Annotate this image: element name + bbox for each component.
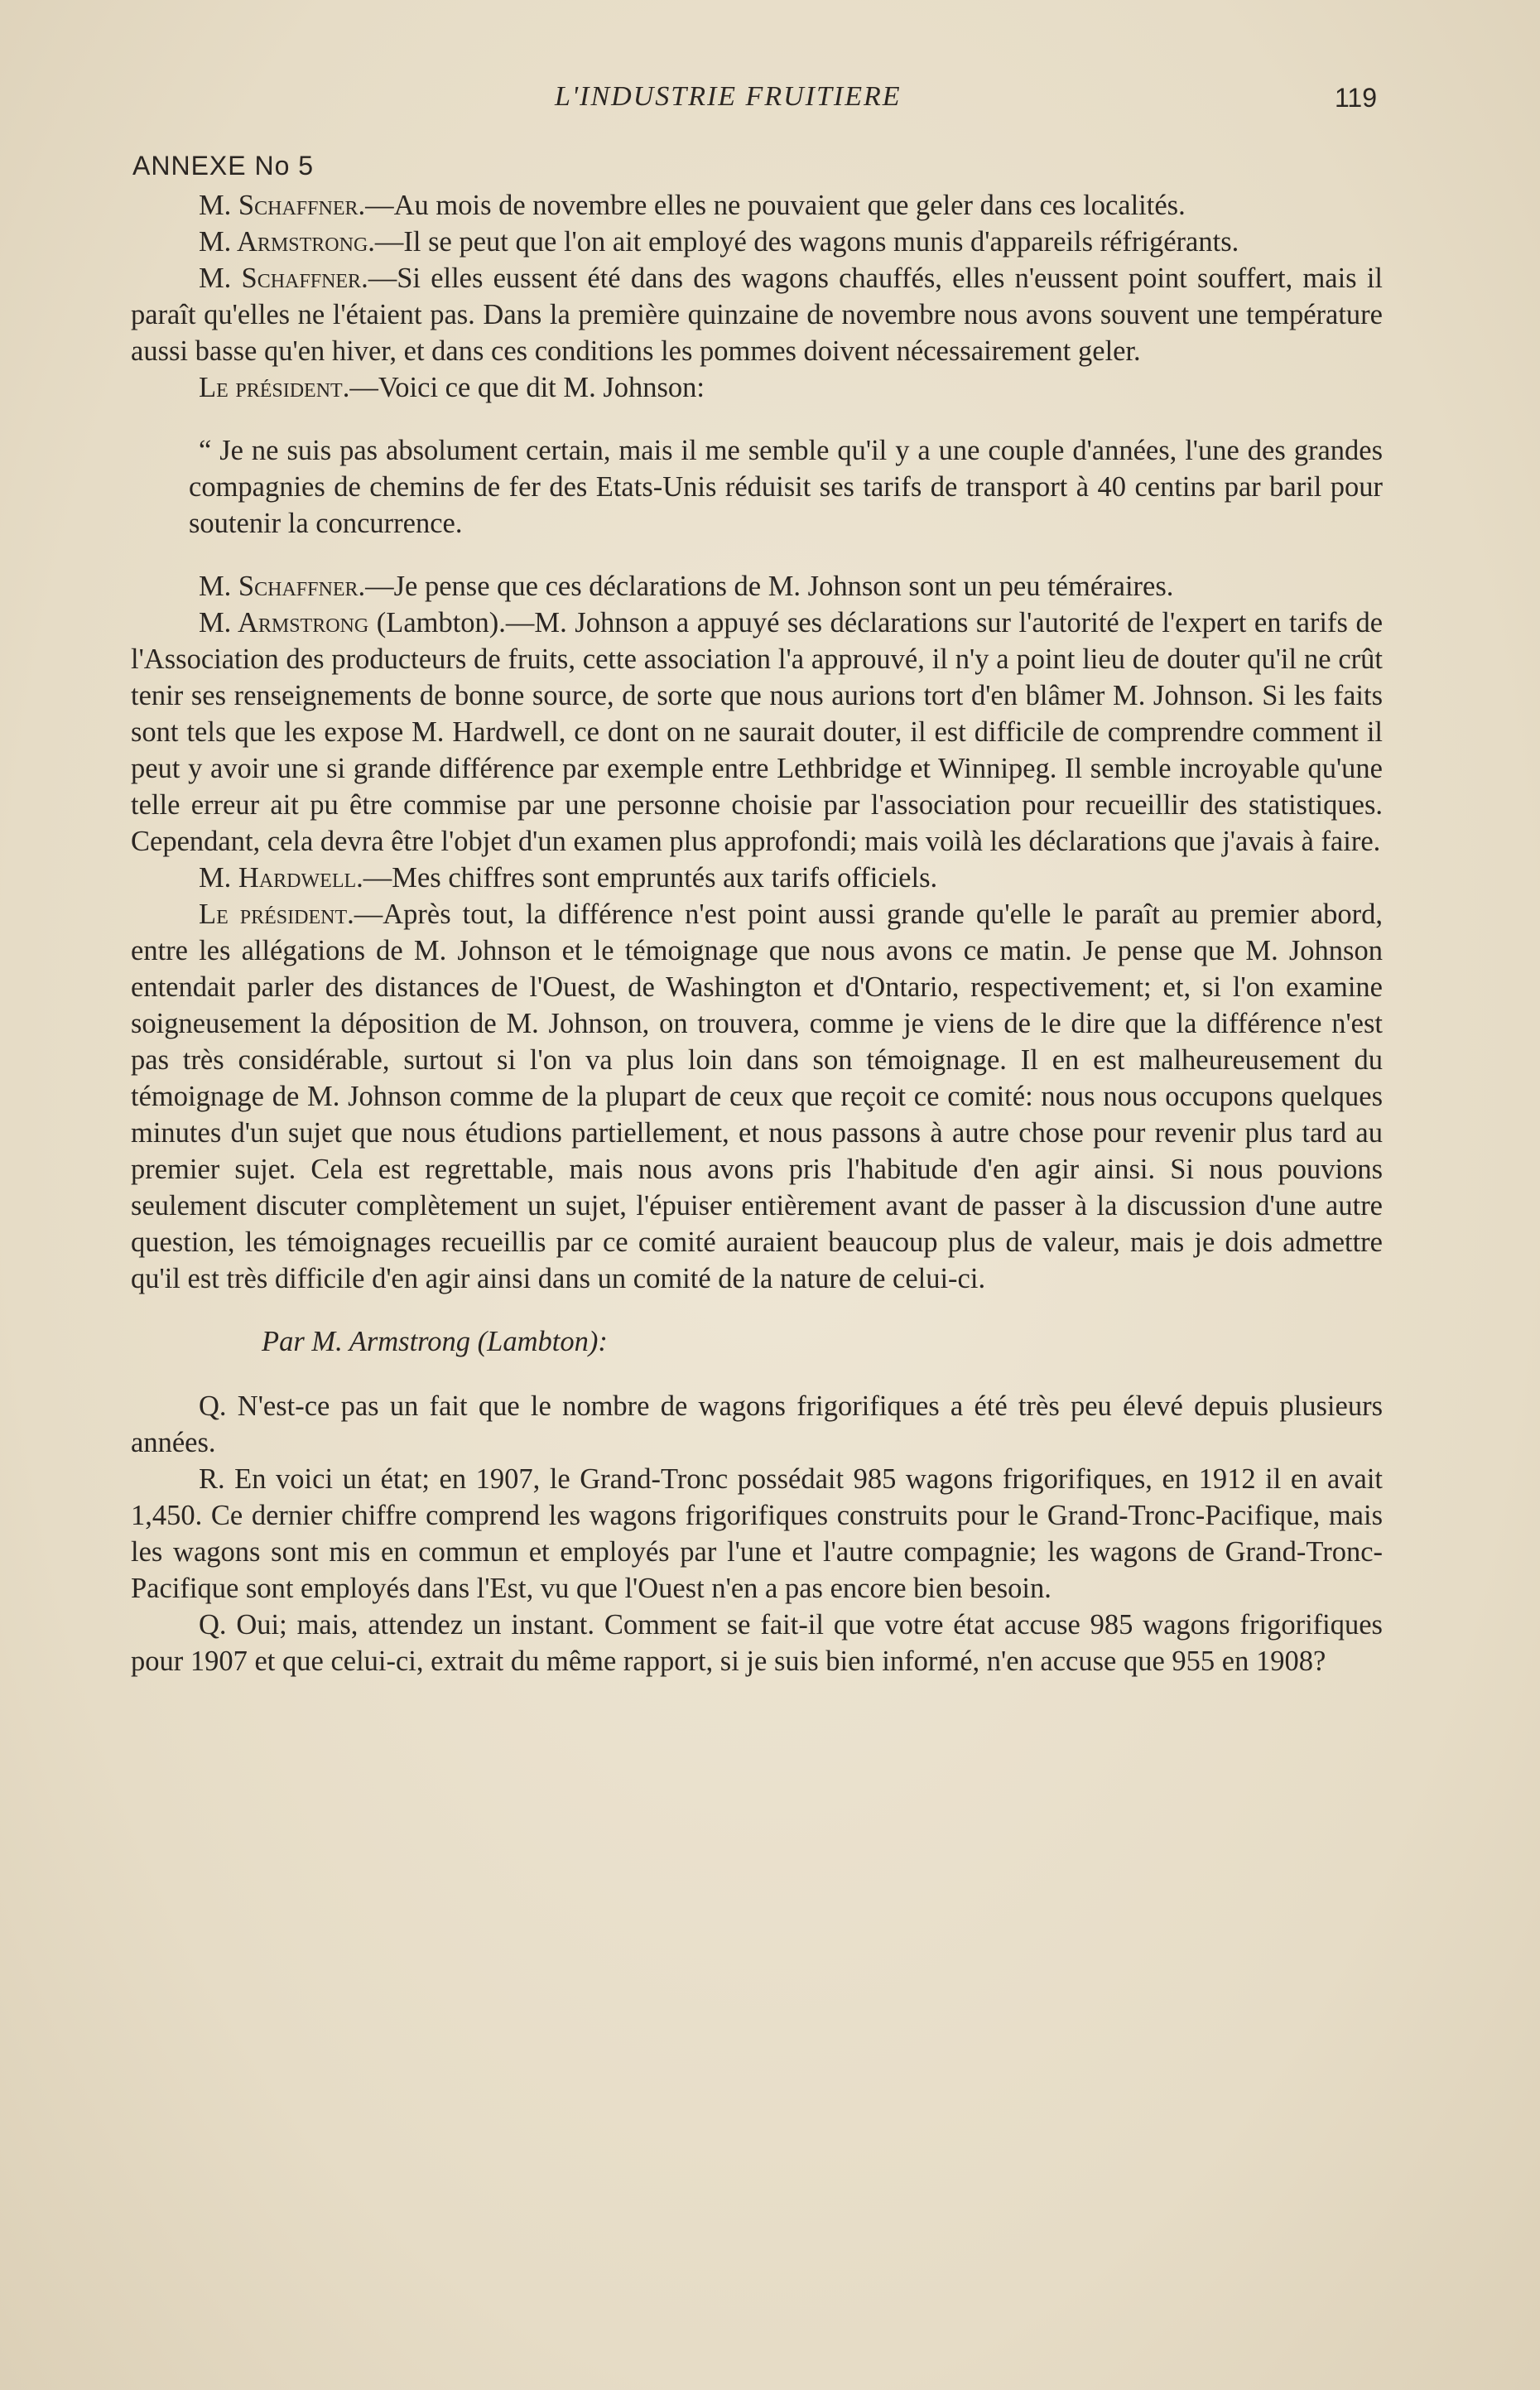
paragraph-text: —Voici ce que dit M. Johnson: [349, 372, 705, 403]
speaker-name: M. Armstrong [199, 607, 369, 638]
quoted-passage [189, 432, 1383, 542]
paragraph-text: —Mes chiffres sont empruntés aux tarifs officiels. [363, 862, 938, 894]
page-number: 119 [1335, 83, 1378, 113]
paragraph [131, 896, 1383, 1297]
paragraph [131, 224, 1383, 260]
speaker-name: Le président. [199, 899, 354, 930]
answer: R. En voici un état; en 1907, le Grand-Tronc possédait 985 wagons frigorifiques, en 1912 il en avait 1,450. Ce dernier chiffre comprend les wagons frigorifiques construits pour le Grand-Tronc-Pacifique, mais les wagons sont mis en commun et employés par l'une et l'autre compagnie; les wagons de Grand-Tronc-Pacifique sont employés dans l'Est, vu que l'Ouest n'en a pas encore bien besoin. [131, 1463, 1383, 1604]
paragraph-text: (Lambton).—M. Johnson a appuyé ses déclarations sur l'autorité de l'expert en tarifs de l'Association des producteurs de fruits, cette association l'a approuvé, il n'y a point lieu de douter qu'il ne crût tenir ses renseignements de bonne source, de sorte que nous aurions tort d'en blâmer M. Johnson. Si les faits sont tels que les expose M. Hardwell, ce dont on ne saurait douter, il est difficile de comprendre comment il peut y avoir une si grande différence par exemple entre Lethbridge et Winnipeg. Il semble incroyable qu'une telle erreur ait pu être commise par une personne choisie par l'association pour recueillir des statistiques. Cependant, cela devra être l'objet d'un examen plus approfondi; mais voilà les déclarations que j'avais à faire. [131, 607, 1384, 857]
examination-heading: Par M. Armstrong (Lambton): [262, 1326, 608, 1357]
running-header [0, 81, 1540, 123]
question: Q. Oui; mais, attendez un instant. Comment se fait-il que votre état accuse 985 wagons frigorifiques pour 1907 et que celui-ci, extrait du même rapport, si je suis bien informé, n'en accuse que 955 en 1908? [131, 1609, 1383, 1677]
annexe-label: ANNEXE No 5 [132, 151, 315, 181]
speaker-name: M. Schaffner. [199, 190, 366, 221]
paragraph [131, 860, 1383, 896]
speaker-name: M. Schaffner. [199, 571, 366, 602]
question: Q. N'est-ce pas un fait que le nombre de wagons frigorifiques a été très peu élevé depuis plusieurs années. [131, 1390, 1383, 1458]
speaker-name: M. Armstrong. [199, 226, 375, 258]
speaker-name: M. Hardwell. [199, 862, 363, 894]
body-text [131, 187, 1383, 1679]
paragraph [131, 369, 1383, 406]
quote-text: “ Je ne suis pas absolument certain, mais il me semble qu'il y a une couple d'années, l'une des grandes compagnies de chemins de fer des Etats-Unis réduisit ses tarifs de transport à 40 centins par baril pour soutenir la concurrence. [189, 435, 1383, 539]
paragraph-text: —Il se peut que l'on ait employé des wagons munis d'appareils réfrigérants. [374, 226, 1239, 258]
paragraph-text: —Au mois de novembre elles ne pouvaient que geler dans ces localités. [365, 190, 1186, 221]
paragraph [131, 260, 1383, 369]
paragraph-text: —Si elles eussent été dans des wagons chauffés, elles n'eussent point souffert, mais il paraît qu'elles ne l'étaient pas. Dans la première quinzaine de novembre nous avons souvent une température aussi basse qu'en hiver, et dans ces conditions les pommes doivent nécessairement geler. [131, 263, 1383, 367]
paragraph [131, 605, 1383, 860]
paragraph-text: —Je pense que ces déclarations de M. Johnson sont un peu téméraires. [365, 571, 1174, 602]
speaker-name: M. Schaffner. [199, 263, 368, 294]
paragraph-text: —Après tout, la différence n'est point aussi grande qu'elle le paraît au premier abord, entre les allégations de M. Johnson et le témoignage que nous avons ce matin. Je pense que M. Johnson entendait parler des distances de l'Ouest, de Washington et d'Ontario, respectivement; et, si l'on examine soigneusement la déposition de M. Johnson, on trouvera, comme je viens de le dire que la différence n'est pas très considérable, surtout si l'on va plus loin dans son témoignage. Il en est malheureusement du témoignage de M. Johnson comme de la plupart de ceux que reçoit ce comité: nous nous occupons quelques minutes d'un sujet que nous étudions partiellement, et nous passons à autre chose pour revenir plus tard au premier sujet. Cela est regrettable, mais nous avons pris l'habitude d'en agir ainsi. Si nous pouvions seulement discuter complètement un sujet, l'épuiser entièrement avant de passer à la discussion d'une autre question, les témoignages recueillis par ce comité auraient beaucoup plus de valeur, mais je dois admettre qu'il est très difficile d'en agir ainsi dans un comité de la nature de celui-ci. [131, 899, 1384, 1294]
paragraph [131, 187, 1383, 224]
paragraph [131, 568, 1383, 605]
running-title: L'INDUSTRIE FRUITIERE [555, 81, 902, 112]
speaker-name: Le président. [199, 372, 350, 403]
